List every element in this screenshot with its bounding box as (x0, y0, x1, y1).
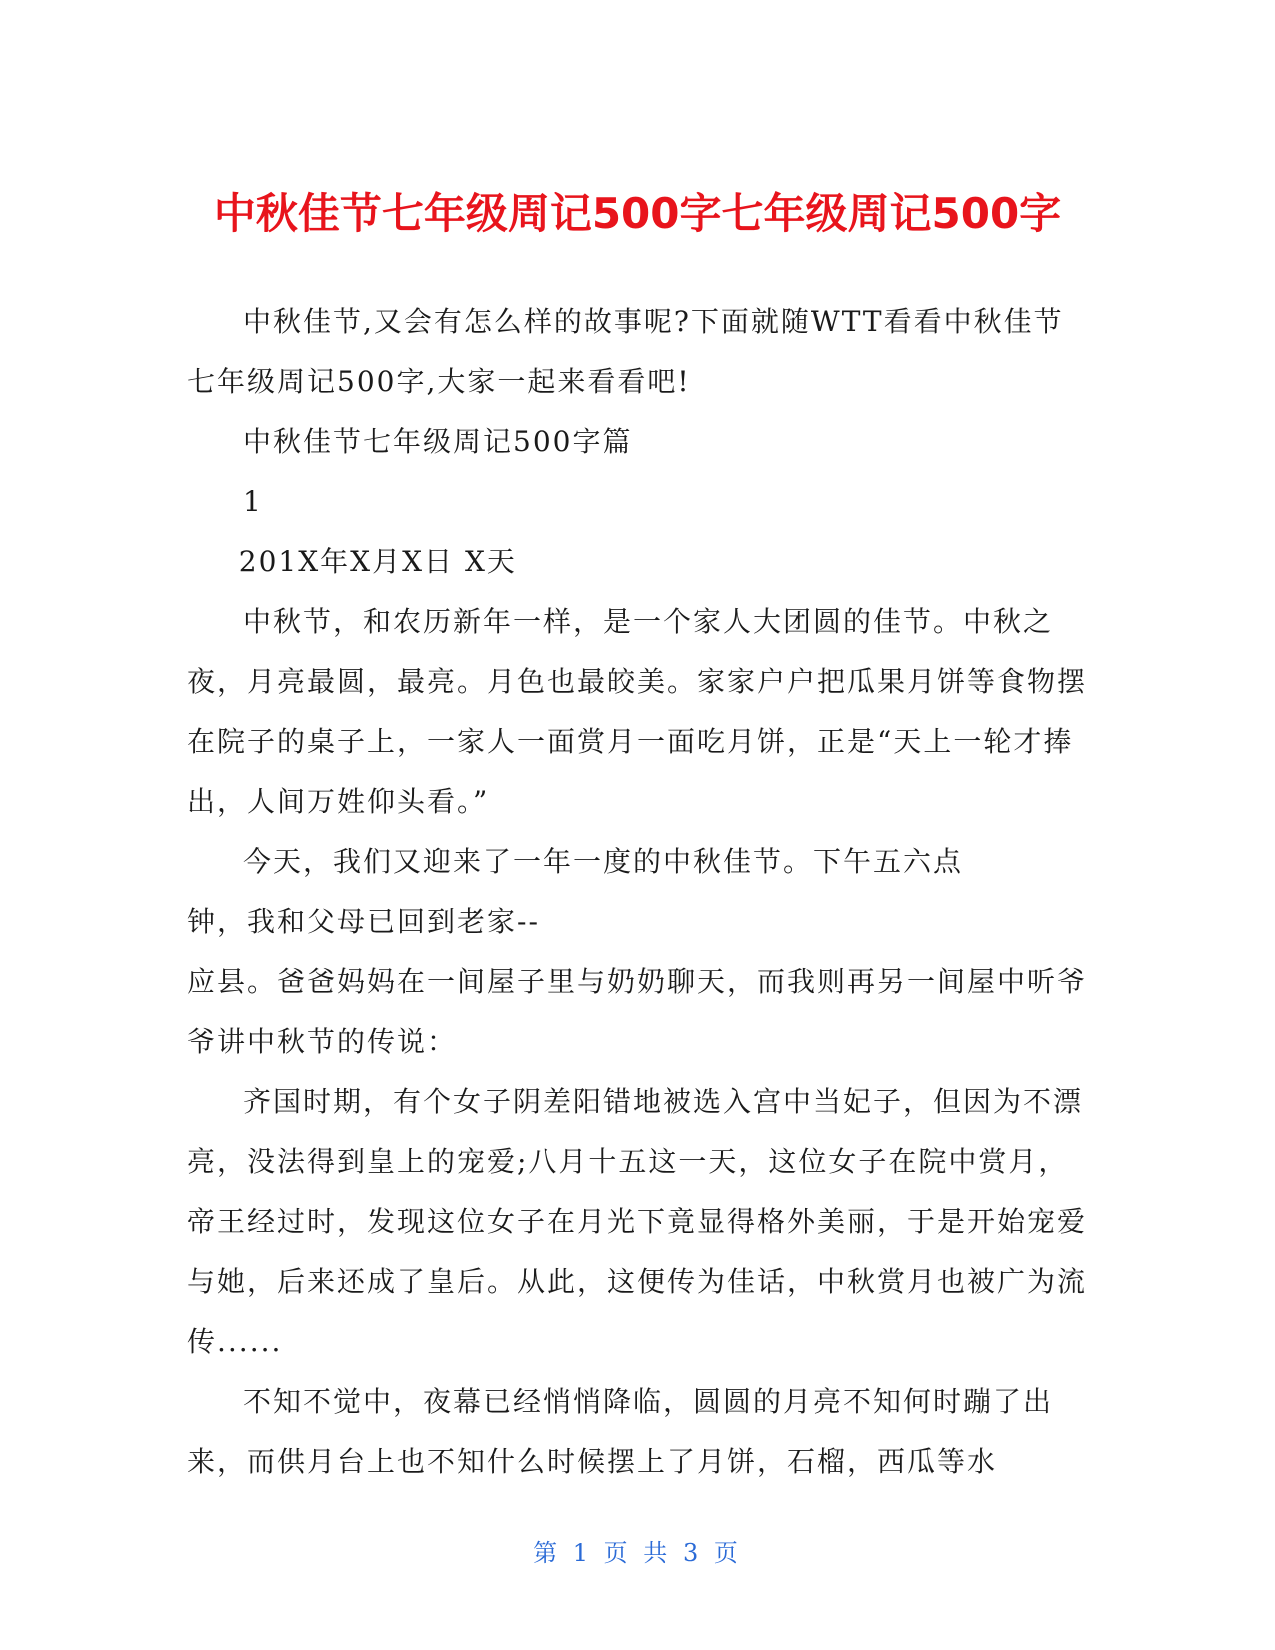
paragraph-legend: 齐国时期，有个女子阴差阳错地被选入宫中当妃子，但因为不漂亮，没法得到皇上的宠爱;八月十五这一天，这位女子在院中赏月，帝王经过时，发现这位女子在月光下竟显得格外美丽，于是开始宠爱与她，后来还成了皇后。从此，这便传为佳话，中秋赏月也被广为流传...... (187, 1085, 1088, 1358)
paragraph-number: 1 (243, 485, 263, 518)
paragraph-today: 今天，我们又迎来了一年一度的中秋佳节。下午五六点钟，我和父母已回到老家-- (187, 845, 964, 938)
paragraph-date: 201X年X月X日 X天 (238, 545, 517, 578)
document-title: 中秋佳节七年级周记500字七年级周记500字 (213, 189, 1062, 239)
paragraph-mid-autumn: 中秋节，和农历新年一样，是一个家人大团圆的佳节。中秋之夜，月亮最圆，最亮。月色也最皎美。家家户户把瓜果月饼等食物摆在院子的桌子上，一家人一面赏月一面吃月饼，正是“天上一轮才捧出，人间万姓仰头看。” (187, 605, 1088, 818)
document-body (187, 292, 1087, 1492)
paragraph-heading: 中秋佳节七年级周记500字篇 (243, 425, 633, 458)
page-number-footer: 第 1 页 共 3 页 (533, 1539, 742, 1567)
paragraph-intro: 中秋佳节,又会有怎么样的故事呢?下面就随WTT看看中秋佳节七年级周记500字,大家一起来看看吧! (187, 305, 1064, 398)
paragraph-yingxian: 应县。爸爸妈妈在一间屋子里与奶奶聊天，而我则再另一间屋中听爷爷讲中秋节的传说： (187, 965, 1088, 1058)
paragraph-nightfall: 不知不觉中，夜幕已经悄悄降临，圆圆的月亮不知何时蹦了出来，而供月台上也不知什么时候摆上了月饼，石榴，西瓜等水 (187, 1385, 1054, 1478)
